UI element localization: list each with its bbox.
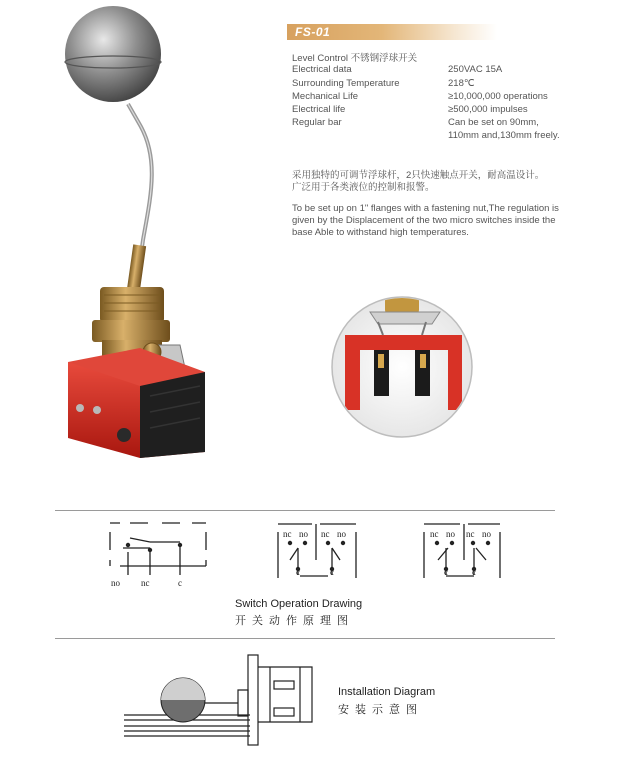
spec-value: 250VAC 15A [448, 64, 503, 75]
spec-value: Can be set on 90mm, [448, 117, 539, 128]
terminal-label: no [337, 529, 346, 539]
terminal-label: c [472, 567, 476, 577]
model-title-bar [287, 24, 497, 40]
terminal-label: nc [283, 529, 292, 539]
terminal-label: nc [466, 529, 475, 539]
spec-value: ≥10,000,000 operations [448, 91, 548, 102]
section-divider [55, 510, 555, 511]
terminal-label: c [296, 567, 300, 577]
spec-label: Mechanical Life [292, 91, 359, 102]
description-en: To be set up on 1" flanges with a fastening nut,The regulation is given by the Displacement of the two micro switches inside the base Able to withstand high temperatures. [292, 203, 559, 238]
switch-closeup-photo [330, 280, 480, 440]
spec-label: Surrounding Temperature [292, 78, 400, 89]
installation-title-cn: 安装示意图 [338, 704, 423, 716]
brass-stem [127, 244, 146, 291]
description-cn-2: 广泛用于各类液位的控制和报警。 [292, 182, 435, 193]
product-photo [55, 0, 285, 470]
switch-drawing-title-cn: 开关动作原理图 [235, 615, 354, 627]
spec-label: Electrical life [292, 104, 346, 115]
switch-drawing-title: Switch Operation Drawing [235, 598, 363, 610]
spec-value: 110mm and,130mm freely. [448, 130, 560, 141]
brass-nut [100, 287, 164, 323]
terminal-label: nc [321, 529, 330, 539]
terminal-label: no [111, 578, 120, 588]
terminal-label: no [299, 529, 308, 539]
terminal-label: c [178, 578, 182, 588]
description-cn-1: 采用独特的可调节浮球杆，2只快速触点开关，耐高温设计。 [292, 170, 545, 181]
spec-label: Electrical data [292, 64, 352, 75]
float-ball [65, 6, 161, 102]
spec-value: ≥500,000 impulses [448, 104, 528, 115]
terminal-label: nc [141, 578, 150, 588]
switch-operation-drawing [100, 515, 520, 595]
terminal-label: no [446, 529, 455, 539]
installation-diagram [120, 645, 330, 750]
terminal-label: c [444, 567, 448, 577]
spec-label: Regular bar [292, 117, 342, 128]
terminal-label: c [330, 567, 334, 577]
terminal-label: nc [430, 529, 439, 539]
spec-label: Level Control 不锈钢浮球开关 [292, 53, 418, 64]
model-title: FS-01 [295, 25, 331, 39]
spec-value: 218℃ [448, 78, 475, 89]
section-divider [55, 638, 555, 639]
terminal-label: no [482, 529, 491, 539]
float-rod [128, 104, 152, 262]
installation-title: Installation Diagram [338, 686, 436, 698]
